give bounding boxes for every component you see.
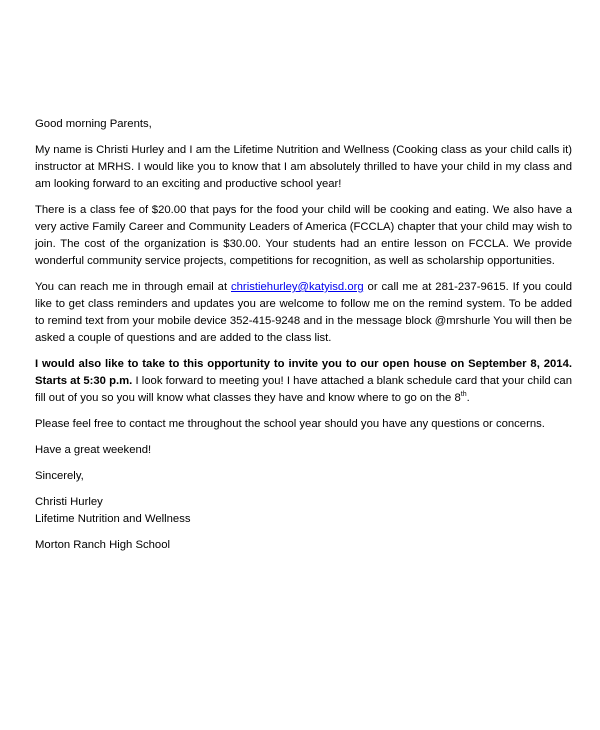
contact-text-start: You can reach me in through email at bbox=[35, 281, 231, 293]
email-link[interactable]: christiehurley@katyisd.org bbox=[231, 281, 364, 293]
letter-body bbox=[35, 116, 572, 563]
fee-paragraph: There is a class fee of $20.00 that pays for the food your child will be cooking and eating. We also have a very active Family Career and Community Leaders of America (FCCLA) chapter that your child may wish to join. The cost of the organization is $30.00. Your students had an entire lesson on FCCLA. We provide wonderful community service projects, competitions for recognition, as well as scholarship opportunities. bbox=[35, 204, 572, 267]
weekend-line: Have a great weekend! bbox=[35, 444, 152, 456]
signer-name: Christi Hurley bbox=[35, 496, 103, 508]
ordinal-suffix: th bbox=[460, 391, 467, 399]
open-house-text: I look forward to meeting you! I have attached a blank schedule card that your child can fill out of you so you will know what classes they have and know where to go on the 8 bbox=[35, 375, 572, 404]
signer-title: Lifetime Nutrition and Wellness bbox=[35, 513, 191, 525]
open-house-paragraph bbox=[35, 356, 572, 407]
open-house-invite: I would also like to take to this opportunity to invite you to our open house on September 8, 2014. Starts at 5:30 p.m. bbox=[35, 358, 572, 387]
greeting: Good morning Parents, bbox=[35, 118, 152, 130]
questions-paragraph: Please feel free to contact me throughout the school year should you have any questions or concerns. bbox=[35, 418, 545, 430]
contact-text-end: or call me at 281-237-9615. If you could like to get class reminders and updates you are welcome to follow me on the remind system. To be added to remind text from your mobile device 352-415-9248 and in the message block @mrshurle You will then be asked a couple of questions and are added to the class list. bbox=[35, 281, 572, 344]
closing: Sincerely, bbox=[35, 470, 84, 482]
intro-paragraph: My name is Christi Hurley and I am the Lifetime Nutrition and Wellness (Cooking class as your child calls it) instructor at MRHS. I would like you to know that I am absolutely thrilled to have your child in my class and am looking forward to an exciting and productive school year! bbox=[35, 144, 572, 190]
school-name: Morton Ranch High School bbox=[35, 539, 171, 551]
signature-block bbox=[35, 494, 572, 528]
contact-paragraph bbox=[35, 279, 572, 347]
open-house-end: . bbox=[466, 392, 470, 404]
